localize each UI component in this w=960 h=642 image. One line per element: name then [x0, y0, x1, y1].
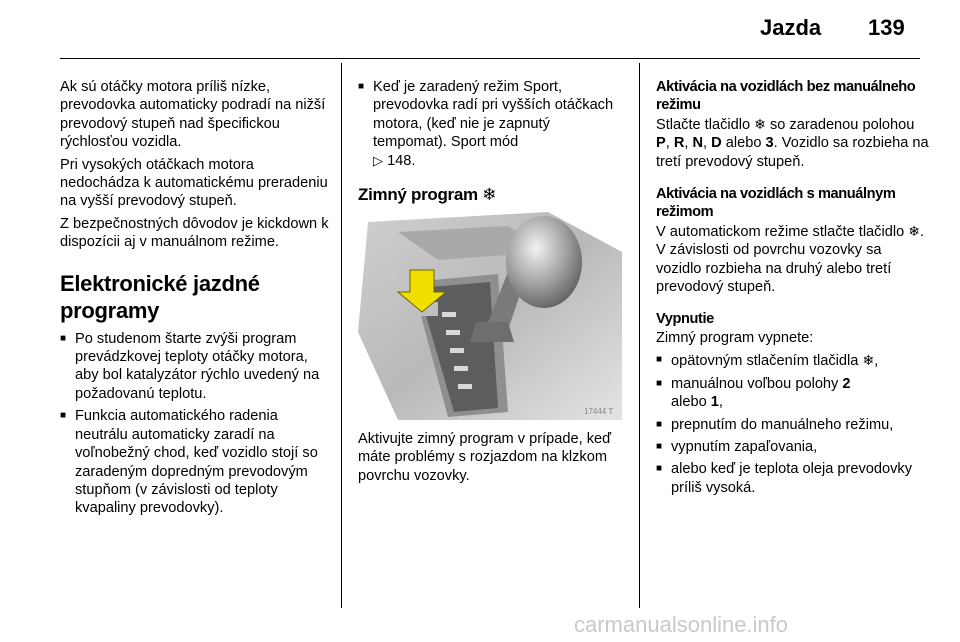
bullet-list: [656, 351, 930, 497]
text: opätovným stlačením tlačidla: [671, 353, 859, 370]
paragraph: Zimný program vypnete:: [656, 329, 814, 346]
column-2: [358, 78, 626, 214]
text: alebo: [725, 135, 762, 152]
page-number: 139: [868, 15, 905, 40]
image-code: 17444 T: [584, 407, 614, 416]
list-item-text: Keď je zaradený režim Sport, prevodovka radí pri vyšších otáčkach motora, (keď nie je zapnutý tempomat). Sport mód: [373, 79, 614, 151]
page-ref[interactable]: 148.: [387, 152, 416, 169]
text: Stlačte tlačidlo: [656, 116, 751, 133]
text: V automatickom režime stlačte tlačidlo: [656, 223, 905, 240]
list-item: ■ manuálnou voľbou polohy 2 alebo 1,: [656, 375, 930, 412]
gear-position: P: [656, 135, 666, 152]
list-item: ■ opätovným stlačením tlačidla ❄,: [656, 351, 930, 370]
paragraph: Stlačte tlačidlo ❄ so zaradenou polohou P, R, N, D alebo 3. Vozidlo sa rozbieha na tretí prevodový stupeň.: [656, 115, 929, 170]
column-divider-2: [639, 63, 640, 608]
section-title: Jazda: [760, 15, 822, 40]
text: alebo: [671, 394, 707, 411]
list-item: ■ Po studenom štarte zvýši program prevádzkovej teploty otáčky motora, aby bol katalyzátor rýchlo uvedený na požadovanú teplotu.: [60, 330, 332, 404]
paragraph: Pri vysokých otáčkach motora nedochádza k automatickému preradeniu na vyšší prevodový stupeň.: [60, 156, 328, 210]
list-item: ■ prepnutím do manuálneho režimu,: [656, 416, 930, 434]
paragraph: Ak sú otáčky motora príliš nízke, prevodovka automaticky podradí na nižší prevodový stupeň nad špecifickou rýchlosťou vozidla.: [60, 79, 326, 151]
gear-position: 1: [710, 394, 719, 411]
gear-position: 3: [765, 135, 774, 152]
gear-selector-photo: [358, 212, 622, 420]
subheading: Aktivácia na vozidlách bez manuálneho režimu: [656, 79, 916, 114]
snowflake-icon: ❄: [754, 115, 766, 132]
subheading: Aktivácia na vozidlách s manuálnym režimom: [656, 186, 896, 221]
column-3: [656, 78, 930, 501]
paragraph: Z bezpečnostných dôvodov je kickdown k dispozícii aj v manuálnom režime.: [60, 215, 329, 251]
snowflake-icon: ❄: [862, 352, 875, 369]
column-1: [60, 78, 332, 522]
page-header: [0, 0, 960, 60]
text: . Vozidlo sa rozbieha na tretí prevodový stupeň.: [656, 135, 929, 170]
header-rule: [60, 58, 920, 59]
list-item: ■ alebo keď je teplota oleja prevodovky príliš vysoká.: [656, 460, 930, 497]
subsection-heading: [358, 186, 626, 204]
watermark: carmanualsonline.info: [574, 612, 789, 637]
list-item: ■ Funkcia automatického radenia neutrálu automaticky zaradí na voľnobežný chod, keď vozidlo stojí so zaradeným dopredným prevodovým stupňom (v závislosti od teploty kvapaliny prevodovky).: [60, 407, 332, 517]
text: so zaradenou polohou: [769, 116, 915, 133]
text: . V závislosti od povrchu vozovky sa vozidlo rozbieha na druhý alebo tretí prevodový stupeň.: [656, 223, 925, 296]
paragraph: [656, 222, 930, 297]
snowflake-icon: ❄: [482, 185, 497, 205]
list-item: ■ vypnutím zapaľovania,: [656, 438, 930, 456]
subheading: Vypnutie: [656, 311, 714, 328]
gear-position: N: [692, 135, 704, 152]
snowflake-icon: ❄: [908, 222, 920, 239]
bullet-list: [358, 78, 626, 170]
gear-position: D: [711, 135, 722, 152]
section-heading: Elektronické jazdné programy: [60, 270, 260, 323]
page-ref-icon: ▷: [373, 152, 383, 168]
photo-caption: Aktivujte zimný program v prípade, keď máte problémy s rozjazdom na klzkom povrchu vozovky.: [358, 431, 612, 484]
text: manuálnou voľbou polohy: [671, 375, 839, 392]
gear-position: R: [673, 135, 685, 152]
column-divider-1: [341, 63, 342, 608]
heading-text: Zimný program: [358, 185, 478, 205]
list-item: [358, 78, 626, 170]
gear-position: 2: [842, 375, 851, 392]
bullet-list: [60, 330, 332, 518]
